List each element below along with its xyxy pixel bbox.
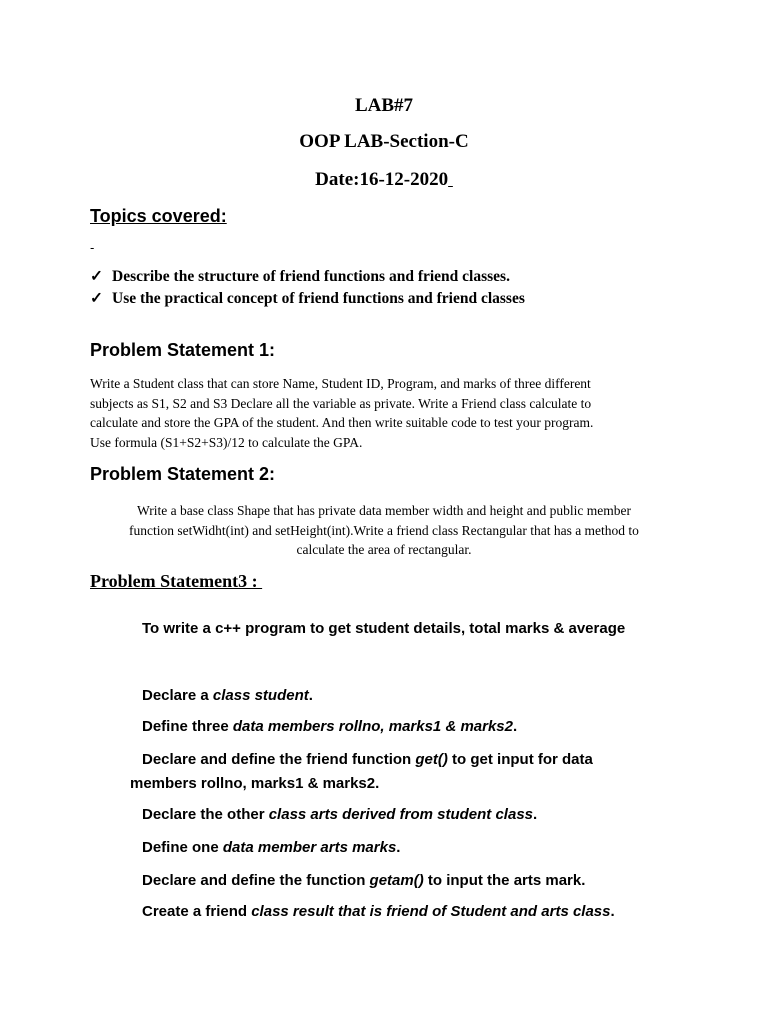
step-text: Declare and define the friend function	[142, 751, 416, 768]
date-line	[0, 169, 768, 191]
step-emphasis: class student	[212, 687, 309, 704]
problem3-intro: To write a c++ program to get student details, total marks & average	[142, 620, 626, 637]
step-text: Define three	[142, 718, 233, 735]
problem1-heading: Problem Statement 1:	[90, 340, 276, 360]
date-trailing-underline	[448, 169, 453, 190]
lab-number-title: LAB#7	[354, 95, 414, 116]
problem3-step	[142, 748, 593, 772]
problem3-step-continued: members rollno, marks1 & marks2.	[130, 775, 380, 792]
problem3-heading: Problem Statement3 :	[90, 571, 263, 591]
problem3-step	[142, 684, 313, 708]
problem1-line: calculate and store the GPA of the student. And then write suitable code to test your program.	[90, 415, 594, 430]
step-emphasis: data member arts marks	[222, 839, 397, 856]
date-text: Date:16-12-2020	[315, 169, 449, 190]
step-text: .	[610, 903, 615, 920]
checkmark-icon: ✓	[90, 290, 103, 307]
topics-list	[90, 266, 525, 310]
problem2-line: calculate the area of rectangular.	[296, 542, 472, 557]
course-title: OOP LAB-Section-C	[299, 131, 469, 152]
step-text: Create a friend	[142, 903, 252, 920]
problem2-body	[60, 501, 708, 560]
list-item	[90, 266, 525, 288]
problem1-line: subjects as S1, S2 and S3 Declare all the variable as private. Write a Friend class calculate to	[90, 395, 592, 411]
step-emphasis: get()	[415, 751, 448, 768]
problem3-step	[142, 803, 537, 827]
problem1-line: Use formula (S1+S2+S3)/12 to calculate the GPA.	[90, 434, 363, 450]
problem2-heading: Problem Statement 2:	[90, 464, 276, 484]
problem1-body	[90, 374, 690, 452]
step-text: to get input for data	[447, 751, 593, 768]
topic-text: Describe the structure of friend functions and friend classes.	[112, 268, 510, 285]
step-text: Declare the other	[142, 806, 269, 823]
problem1-line: Write a Student class that can store Name, Student ID, Program, and marks of three different	[90, 376, 591, 391]
topics-dash: -	[90, 240, 95, 255]
topics-heading: Topics covered:	[90, 206, 227, 226]
step-text: Define one	[142, 839, 223, 856]
problem3-step	[142, 900, 615, 924]
step-text: Declare and define the function	[142, 872, 370, 889]
problem3-step	[142, 869, 585, 893]
problem2-line: function setWidht(int) and setHeight(int).Write a friend class Rectangular that has a method to	[129, 522, 639, 538]
step-emphasis: data members rollno, marks1 & marks2	[232, 718, 513, 735]
step-text: to input the arts mark.	[423, 872, 586, 889]
problem3-step	[142, 715, 517, 739]
step-text: .	[396, 839, 401, 856]
step-text: .	[308, 687, 313, 704]
step-text: .	[533, 806, 538, 823]
problem3-step	[142, 836, 400, 860]
step-text: .	[513, 718, 518, 735]
problem2-line: Write a base class Shape that has private data member width and height and public member	[137, 503, 631, 518]
step-text: Declare a	[142, 687, 213, 704]
step-emphasis: getam()	[369, 872, 424, 889]
list-item	[90, 288, 525, 310]
checkmark-icon: ✓	[90, 268, 103, 285]
step-emphasis: class result that is friend of Student and arts class	[251, 903, 611, 920]
step-emphasis: class arts derived from student class	[268, 806, 533, 823]
topic-text: Use the practical concept of friend functions and friend classes	[112, 290, 525, 307]
